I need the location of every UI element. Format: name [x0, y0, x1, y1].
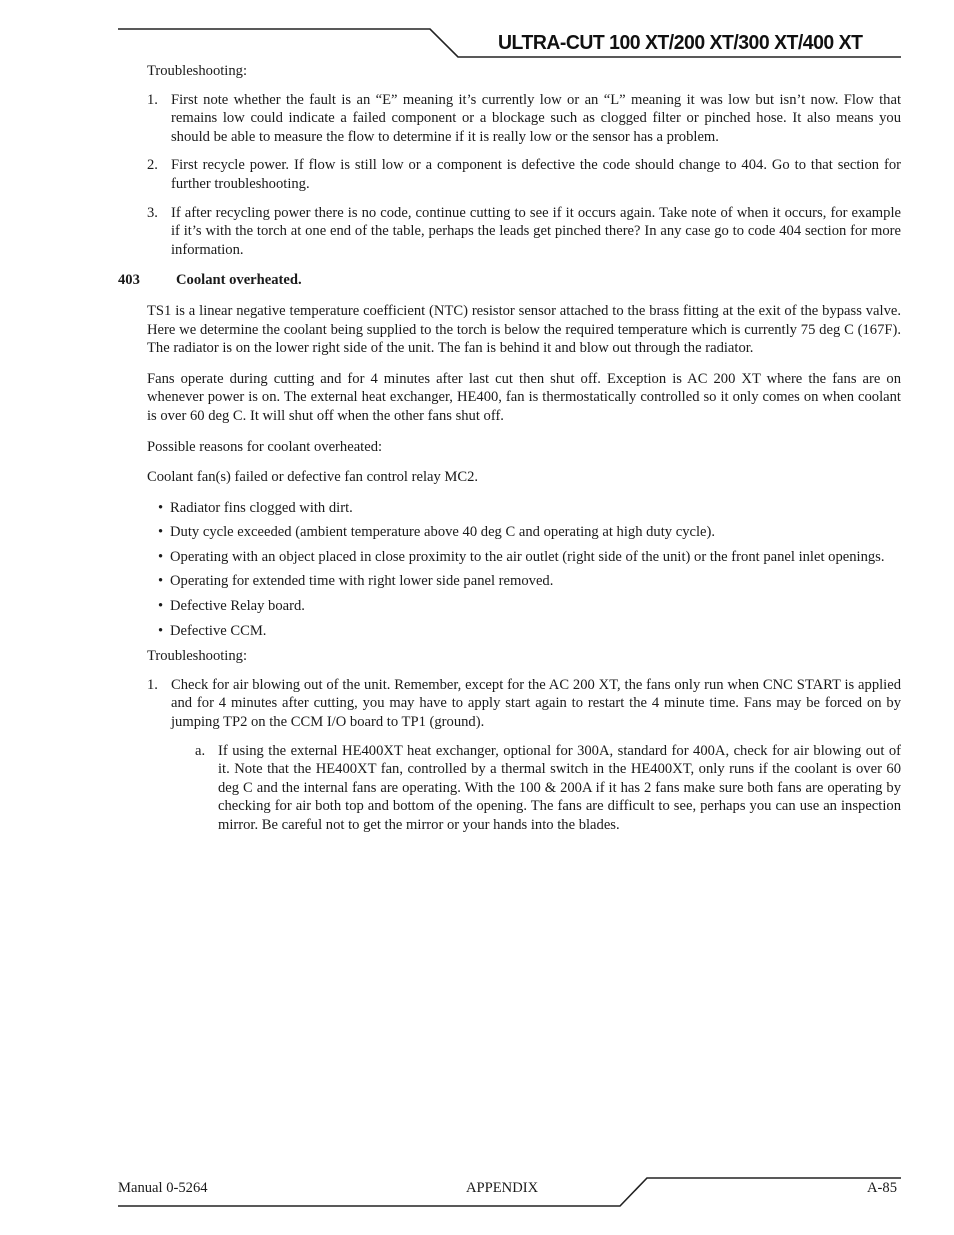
paragraph-fans: Fans operate during cutting and for 4 minutes after last cut then shut off. Exception is AC 200 XT where the fans are on whenever power is on. The external heat exchanger, HE400, fan is thermostatically controlled so it only comes on when coolant is over 60 deg C. It will shut off when the other fans shut off. — [147, 370, 901, 424]
list-item — [158, 572, 901, 591]
list-item — [147, 676, 901, 835]
manual-number: Manual 0-5264 — [118, 1180, 208, 1196]
page-number: A-85 — [867, 1180, 897, 1196]
intro-steps-list — [147, 91, 901, 260]
step-number: 2. — [147, 157, 158, 174]
step-number: 3. — [147, 204, 158, 221]
reasons-label: Possible reasons for coolant overheated: — [147, 438, 383, 455]
bullet-symbol: • — [158, 524, 164, 541]
step-text: If after recycling power there is no code, continue cutting to see if it occurs again. Take note of when it occurs, for example if it’s with the torch at one end of the table, perhaps the leads get pinched there? In any case go to code 404 section for more information. — [171, 204, 901, 258]
manual-title: ULTRA-CUT 100 XT/200 XT/300 XT/400 XT — [498, 32, 863, 54]
step-text: First note whether the fault is an “E” meaning it’s currently low or an “L” meaning it was low but isn’t now. Flow that remains low could indicate a failed component or a blockage such as clogged filter or pinched hose. It also means you should be able to measure the flow to determine if it is really low or the sensor has a problem. — [171, 91, 901, 145]
sub-step-letter: a. — [195, 742, 206, 759]
fault-title: Coolant overheated. — [176, 272, 302, 289]
bullet-text: Operating with an object placed in close proximity to the air outlet (right side of the unit) or the front panel inlet openings. — [170, 548, 885, 565]
list-item — [195, 742, 901, 835]
sub-steps-list — [195, 742, 901, 835]
paragraph-ts1: TS1 is a linear negative temperature coefficient (NTC) resistor sensor attached to the brass fitting at the exit of the bypass valve. Here we determine the coolant being supplied to the torch is below the required temperature which is currently 75 deg C (167F). The radiator is on the lower right side of the unit. The fan is behind it and blow out through the radiator. — [147, 302, 901, 357]
bullet-symbol: • — [158, 548, 164, 565]
intro-troubleshooting-label: Troubleshooting: — [147, 63, 248, 79]
troubleshooting-steps-list — [147, 676, 901, 835]
bullet-symbol: • — [158, 598, 164, 615]
step-text: Check for air blowing out of the unit. Remember, except for the AC 200 XT, the fans only run when CNC START is applied and for 4 minutes after cutting, you may have to apply start again to restart the 4 minute time. Fans may be forced on by jumping TP2 on the CCM I/O board to TP1 (ground). — [171, 676, 901, 731]
section-name: APPENDIX — [466, 1180, 539, 1196]
list-item — [147, 204, 901, 260]
troubleshooting-label: Troubleshooting: — [147, 648, 248, 665]
bullet-text: Radiator fins clogged with dirt. — [170, 499, 353, 516]
step-number: 1. — [147, 91, 158, 108]
list-item — [147, 156, 901, 193]
list-item — [158, 597, 901, 616]
bullet-text: Duty cycle exceeded (ambient temperature above 40 deg C and operating at high duty cycle). — [170, 524, 716, 541]
section-heading — [118, 271, 901, 290]
bullet-symbol: • — [158, 573, 164, 590]
list-item — [147, 91, 901, 147]
reasons-bullet-list — [158, 499, 901, 641]
bullet-text: Defective CCM. — [170, 622, 267, 639]
bullet-symbol: • — [158, 622, 164, 639]
sub-step-text: If using the external HE400XT heat exchanger, optional for 300A, standard for 400A, check for air blowing out of it. Note that the HE400XT fan, controlled by a thermal switch in the HE400XT, only runs if the coolant is over 60 deg C and the internal fans are operating. With the 100 & 200A if it has 2 fans make sure both fans are operating by checking for air both top and bottom of the opening. The fans are difficult to see, perhaps you can use an inspection mirror. Be careful not to get the mirror or your hands into the blades. — [218, 742, 901, 833]
step-text: First recycle power. If flow is still low or a component is defective the code should change to 404. Go to that section for further troubleshooting. — [171, 157, 901, 192]
reason-main: Coolant fan(s) failed or defective fan control relay MC2. — [147, 469, 479, 486]
page-content — [118, 62, 901, 835]
bullet-text: Defective Relay board. — [170, 598, 305, 615]
list-item — [158, 622, 901, 641]
list-item — [158, 499, 901, 518]
step-number: 1. — [147, 676, 158, 693]
list-item — [158, 523, 901, 542]
list-item — [158, 548, 901, 567]
fault-code: 403 — [118, 272, 140, 289]
bullet-text: Operating for extended time with right lower side panel removed. — [170, 573, 554, 590]
bullet-symbol: • — [158, 499, 164, 516]
